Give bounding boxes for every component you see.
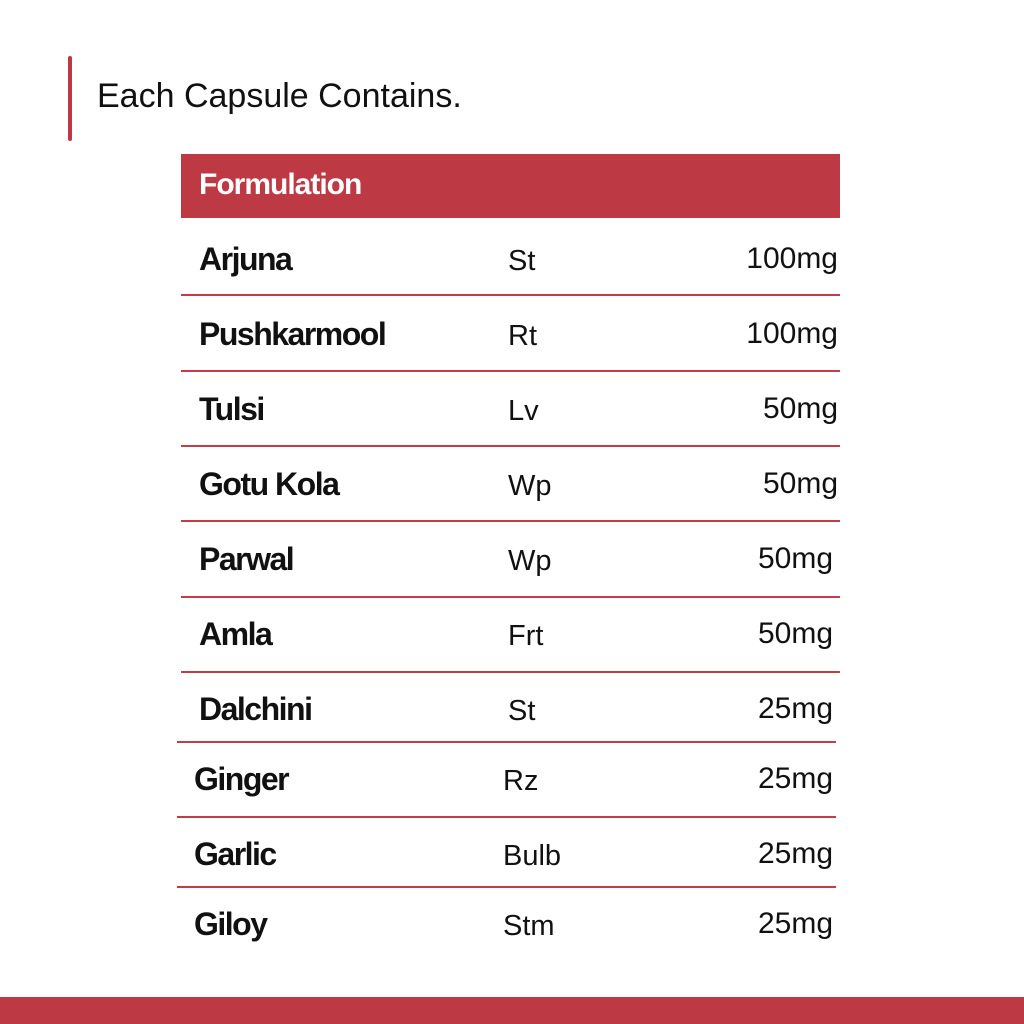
plant-part: Rz <box>503 765 539 797</box>
table-header <box>181 154 840 218</box>
dosage-amount: 100mg <box>746 242 838 275</box>
table-row <box>0 904 1024 944</box>
ingredient-name: Tulsi <box>199 391 264 427</box>
plant-part: Lv <box>508 395 539 427</box>
dosage-amount: 50mg <box>762 392 838 425</box>
ingredient-name: Dalchini <box>199 691 312 727</box>
dosage-amount: 50mg <box>757 617 833 650</box>
table-row <box>0 614 1024 654</box>
ingredient-name: Pushkarmool <box>199 316 386 352</box>
ingredient-name: Arjuna <box>199 241 292 277</box>
row-divider <box>177 741 836 743</box>
page-title: Each Capsule Contains. <box>97 77 462 115</box>
dosage-amount: 50mg <box>757 542 833 575</box>
table-row <box>0 239 1024 279</box>
table-header-label: Formulation <box>199 168 362 201</box>
ingredient-name: Amla <box>199 616 272 652</box>
row-divider <box>181 445 840 447</box>
ingredient-name: Garlic <box>194 836 276 872</box>
table-row <box>0 539 1024 579</box>
table-row <box>0 314 1024 354</box>
plant-part: St <box>508 245 536 277</box>
ingredient-name: Parwal <box>199 541 294 577</box>
dosage-amount: 25mg <box>757 907 833 940</box>
dosage-amount: 25mg <box>757 692 833 725</box>
table-row <box>0 389 1024 429</box>
ingredient-name: Giloy <box>194 906 267 942</box>
table-row <box>0 464 1024 504</box>
dosage-amount: 100mg <box>746 317 838 350</box>
plant-part: Bulb <box>503 840 562 872</box>
ingredient-name: Ginger <box>194 761 289 797</box>
plant-part: Wp <box>508 545 552 577</box>
row-divider <box>181 294 840 296</box>
plant-part: St <box>508 695 536 727</box>
table-row <box>0 689 1024 729</box>
plant-part: Stm <box>503 910 555 942</box>
plant-part: Frt <box>508 620 544 652</box>
table-row <box>0 759 1024 799</box>
bottom-bar <box>0 997 1024 1024</box>
dosage-amount: 50mg <box>762 467 838 500</box>
plant-part: Rt <box>508 320 537 352</box>
row-divider <box>181 596 840 598</box>
row-divider <box>177 816 836 818</box>
ingredient-name: Gotu Kola <box>199 466 339 502</box>
row-divider <box>181 520 840 522</box>
accent-bar <box>68 56 72 141</box>
dosage-amount: 25mg <box>757 762 833 795</box>
table-row <box>0 834 1024 874</box>
plant-part: Wp <box>508 470 552 502</box>
row-divider <box>181 671 840 673</box>
dosage-amount: 25mg <box>757 837 833 870</box>
row-divider <box>177 886 836 888</box>
row-divider <box>181 370 840 372</box>
